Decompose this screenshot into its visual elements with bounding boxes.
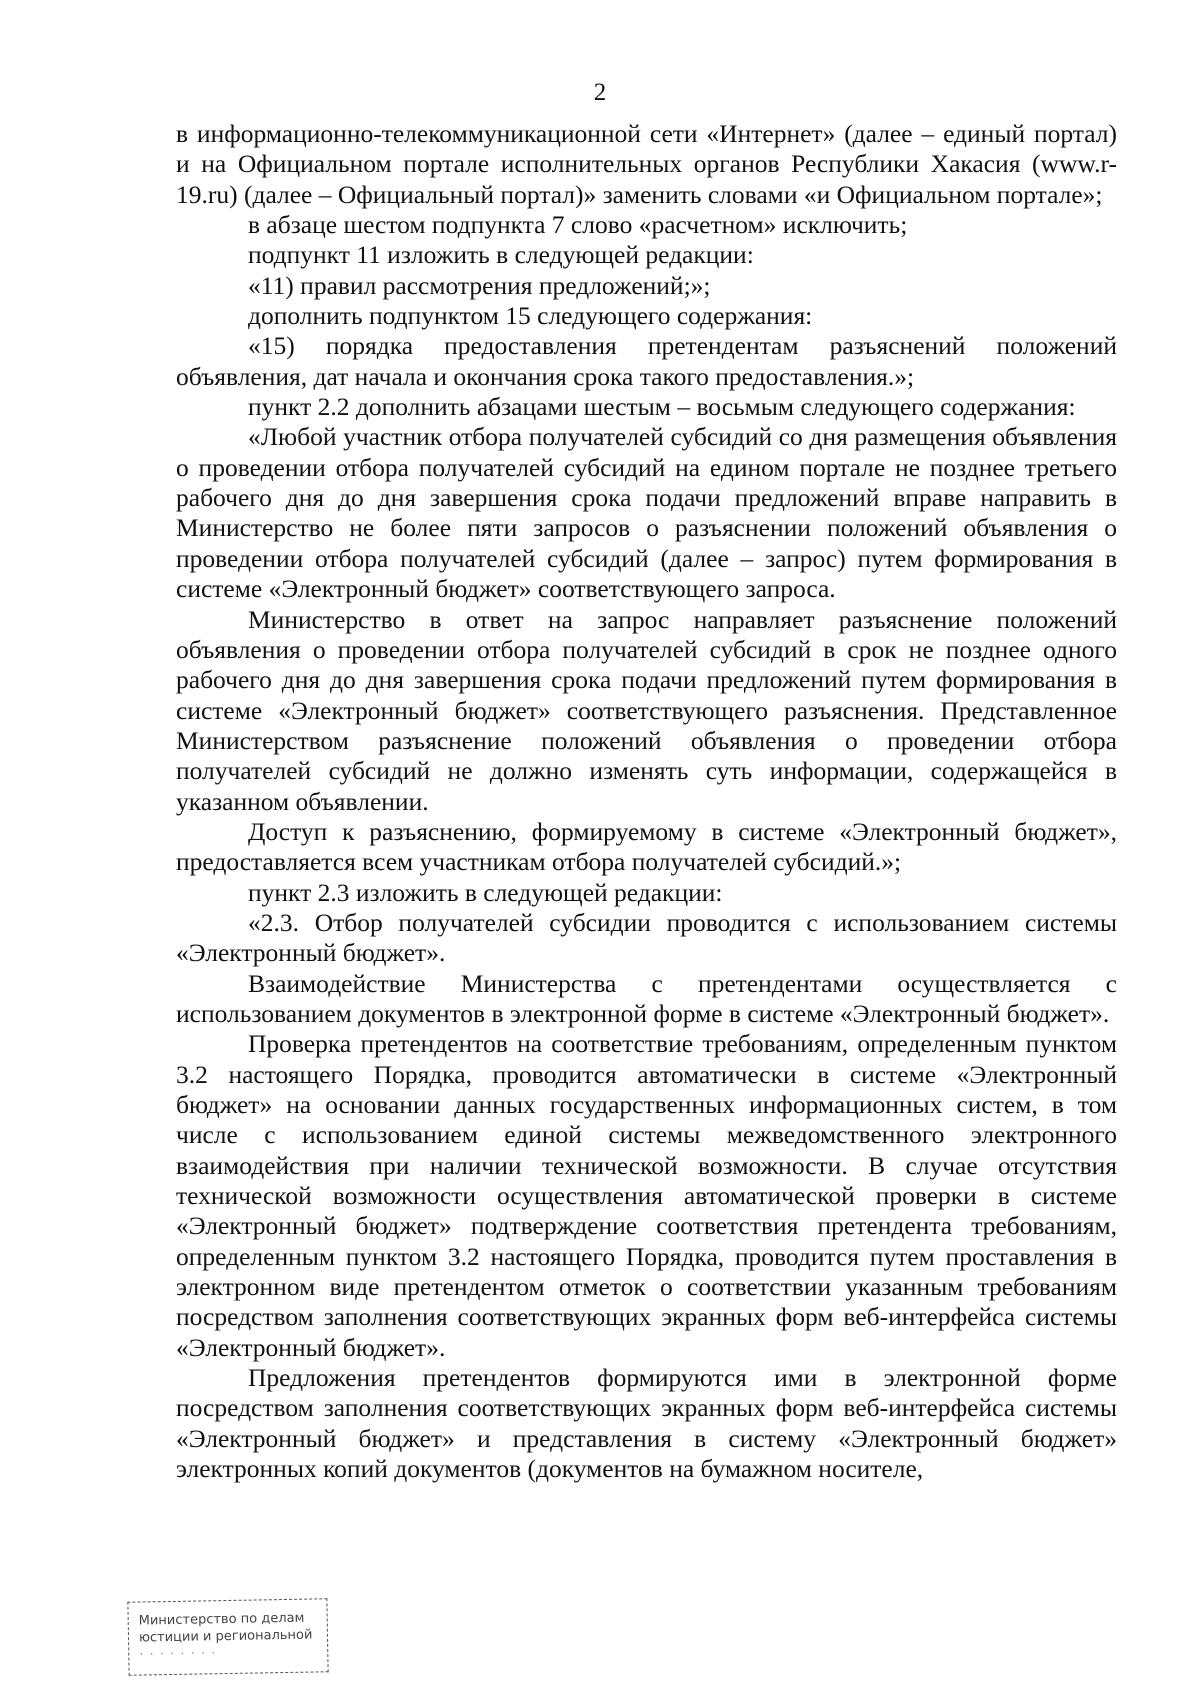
paragraph: Взаимодействие Министерства с претендентами осуществляется с использованием документов в электронной форме в системе «Электронный бюджет». (176, 968, 1117, 1028)
paragraph: «Любой участник отбора получателей субсидий со дня размещения объявления о проведении отбора получателей субсидий на едином портале не позднее третьего рабочего дня до дня завершения срока подачи предложений вправе направить в Министерство не более пяти запросов о разъяснении положений объявления о проведении отбора получателей субсидий (далее – запрос) путем формирования в системе «Электронный бюджет» соответствующего запроса. (176, 422, 1117, 604)
paragraph: пункт 2.3 изложить в следующей редакции: (248, 877, 723, 907)
registration-stamp (127, 1598, 328, 1675)
paragraph: «11) правил рассмотрения предложений;»; (248, 270, 711, 300)
paragraph: дополнить подпунктом 15 следующего содержания: (248, 301, 813, 331)
stamp-line-2: юстиции и региональной (138, 1627, 313, 1646)
paragraph: «2.3. Отбор получателей субсидии проводится с использованием системы «Электронный бюджет». (176, 907, 1117, 968)
paragraph: Министерство в ответ на запрос направляет разъяснение положений объявления о проведении отбора получателей субсидий в срок не позднее одного рабочего дня до дня завершения срока подачи предложений путем формирования в системе «Электронный бюджет» соответствующего разъяснения. Представленное Министерством разъяснение положений объявления о проведении отбора получателей субсидий не должно изменять суть информации, содержащейся в указанном объявлении. (176, 604, 1117, 816)
paragraph: Предложения претендентов формируются ими в электронной форме посредством заполнения соответствующих экранных форм веб-интерфейса системы «Электронный бюджет» и представления в систему «Электронный бюджет» электронных копий документов (документов на бумажном носителе, (176, 1363, 1117, 1484)
paragraph: «15) порядка предоставления претендентам разъяснений положений объявления, дат начала и окончания срока такого предоставления.»; (176, 331, 1117, 391)
paragraph: Доступ к разъяснению, формируемому в системе «Электронный бюджет», предоставляется всем участникам отбора получателей субсидий.»; (176, 816, 1117, 877)
page-number: 2 (593, 79, 607, 106)
paragraph: в информационно-телекоммуникационной сети «Интернет» (далее – единый портал) и на Официальном портале исполнительных органов Республики Хакасия (www.r-19.ru) (далее – Официальный портал)» заменить словами «и Официальном портале»; (176, 119, 1117, 209)
stamp-line-1: Министерство по делам (138, 1610, 305, 1629)
paragraph: Проверка претендентов на соответствие требованиям, определенным пунктом 3.2 настоящего Порядка, проводится автоматически в системе «Электронный бюджет» на основании данных государственных информационных систем, в том числе с использованием единой системы межведомственного электронного взаимодействия при наличии технической возможности. В случае отсутствия технической возможности осуществления автоматической проверки в системе «Электронный бюджет» подтверждение соответствия претендента требованиям, определенным пунктом 3.2 настоящего Порядка, проводится путем проставления в электронном виде претендентом отметок о соответствии указанным требованиям посредством заполнения соответствующих экранных форм веб-интерфейса системы «Электронный бюджет». (176, 1029, 1117, 1362)
paragraph: пункт 2.2 дополнить абзацами шестым – восьмым следующего содержания: (248, 392, 1076, 422)
document-body (176, 119, 1117, 1484)
paragraph: в абзаце шестом подпункта 7 слово «расчетном» исключить; (248, 210, 908, 240)
paragraph: подпункт 11 изложить в следующей редакции: (248, 240, 754, 270)
stamp-line-3: · · · · · · · · (139, 1646, 217, 1663)
